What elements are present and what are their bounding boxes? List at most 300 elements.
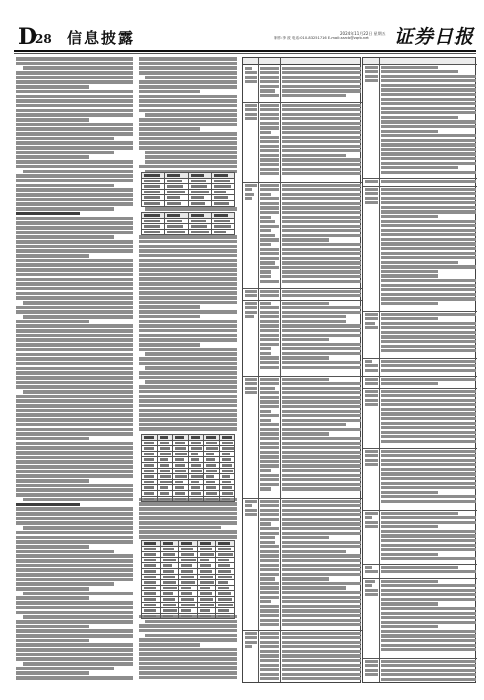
text-line [139, 165, 237, 169]
text-line [139, 310, 237, 314]
table-cell [260, 302, 279, 376]
text-line [23, 615, 133, 619]
text-line [16, 259, 133, 263]
text-line [23, 592, 133, 596]
text-line [139, 502, 237, 506]
text-line [139, 530, 237, 534]
row-divider [363, 448, 477, 449]
text-line [16, 179, 133, 183]
text-line [16, 413, 133, 417]
text-line [139, 399, 237, 403]
table-cell [260, 290, 279, 300]
text-line [16, 343, 133, 347]
text-line [16, 507, 133, 511]
table-cell [260, 184, 279, 288]
text-line [16, 174, 133, 178]
text-line [16, 141, 133, 145]
row-divider [243, 102, 362, 103]
text-line [16, 418, 133, 422]
text-line [23, 170, 133, 174]
text-line [16, 353, 133, 357]
text-line [16, 568, 133, 572]
text-line [139, 535, 237, 539]
table-cell [381, 566, 476, 578]
table-cell [365, 580, 378, 658]
text-line [23, 301, 133, 305]
text-line [16, 348, 133, 352]
text-line [145, 160, 237, 164]
text-line [16, 653, 133, 657]
section-title: 信息披露 [67, 29, 136, 47]
text-line [16, 611, 133, 615]
row-divider [243, 300, 362, 301]
text-line [139, 240, 237, 244]
text-line [139, 301, 237, 305]
text-line [16, 437, 89, 441]
text-line [16, 465, 133, 469]
date-line: 2024年11月22日 星期五 [340, 31, 386, 36]
text-line [139, 371, 237, 375]
table-cell [245, 378, 257, 498]
table-cell [245, 290, 257, 300]
text-line [139, 80, 237, 84]
text-line [139, 99, 237, 103]
row-divider [363, 311, 477, 312]
data-table [141, 540, 235, 619]
text-line [16, 503, 80, 507]
text-line [23, 315, 133, 319]
text-line [16, 62, 133, 66]
text-line [139, 357, 237, 361]
table-cell [381, 313, 476, 358]
text-line [139, 409, 237, 413]
table-cell [245, 302, 257, 376]
text-line [16, 254, 89, 258]
data-table [141, 212, 235, 235]
text-line [139, 526, 221, 530]
text-line [23, 526, 133, 530]
row-divider [243, 376, 362, 377]
text-line [16, 442, 133, 446]
text-line [139, 291, 237, 295]
text-line [139, 624, 237, 628]
text-line [16, 460, 133, 464]
text-line [16, 587, 89, 591]
text-line [139, 338, 237, 342]
text-line [16, 160, 133, 164]
text-line [139, 395, 237, 399]
text-line [139, 305, 200, 309]
table-cell [365, 66, 378, 178]
table-cell [381, 450, 476, 510]
text-line [16, 671, 89, 675]
text-line [16, 137, 114, 141]
text-line [16, 268, 133, 272]
text-line [16, 512, 133, 516]
text-line [139, 95, 237, 99]
column-divider [379, 58, 380, 682]
row-divider [243, 498, 362, 499]
text-line [16, 165, 133, 169]
row-divider [363, 358, 477, 359]
text-line [16, 287, 133, 291]
text-line [16, 193, 133, 197]
table-cell [282, 378, 361, 498]
data-table [141, 434, 235, 502]
table-cell [282, 104, 361, 182]
text-line [139, 427, 237, 431]
text-line [139, 146, 237, 150]
text-line [16, 155, 89, 159]
text-line [16, 493, 133, 497]
table-cell [365, 313, 378, 358]
text-line [16, 207, 114, 211]
text-line [16, 620, 133, 624]
text-line [139, 320, 237, 324]
text-line [16, 113, 133, 117]
text-line [16, 306, 133, 310]
text-line [16, 657, 133, 661]
table-cell [245, 67, 257, 102]
text-line [145, 155, 237, 159]
text-line [139, 385, 237, 389]
table-cell [260, 632, 279, 684]
text-line [16, 57, 133, 61]
editor-line: 制作:李 波 电话:010-83251716 E-mail:zzzcb@zqrb.net [274, 36, 369, 40]
text-line [139, 507, 237, 511]
column-divider [280, 58, 281, 682]
text-line [145, 113, 237, 117]
text-line [16, 629, 133, 633]
text-line [139, 329, 237, 333]
data-table [141, 172, 235, 207]
text-line [16, 235, 114, 239]
text-line [16, 601, 133, 605]
text-line [139, 652, 237, 656]
text-line [23, 390, 133, 394]
text-line [139, 643, 200, 647]
text-line [139, 104, 237, 108]
header-rule [14, 50, 476, 52]
row-divider [243, 630, 362, 631]
text-line [16, 634, 133, 638]
text-line [16, 263, 133, 267]
text-line [139, 137, 237, 141]
column-divider [258, 58, 259, 682]
table-cell [381, 180, 476, 186]
text-line [16, 104, 133, 108]
text-line [139, 343, 200, 347]
text-line [16, 184, 114, 188]
text-line [16, 146, 133, 150]
text-line [16, 381, 133, 385]
text-line [139, 85, 237, 89]
table-cell [282, 632, 361, 684]
text-line [16, 188, 133, 192]
text-line [139, 259, 237, 263]
text-line [139, 413, 237, 417]
text-line [139, 123, 237, 127]
table-cell [365, 660, 378, 684]
table-cell [282, 290, 361, 300]
text-line [16, 231, 133, 235]
table-cell [381, 512, 476, 564]
text-line [139, 141, 237, 145]
table-cell [365, 450, 378, 510]
text-line [139, 62, 237, 66]
table-cell [282, 500, 361, 630]
text-line [16, 639, 89, 643]
text-line [16, 249, 133, 253]
table-cell [381, 360, 476, 376]
text-line [145, 352, 237, 356]
text-line [16, 573, 133, 577]
text-line [16, 338, 133, 342]
text-line [16, 676, 133, 680]
text-line [139, 390, 237, 394]
row-divider [243, 288, 362, 289]
table-cell [245, 632, 257, 684]
text-line [16, 76, 133, 80]
text-line [139, 273, 237, 277]
row-divider [363, 376, 477, 377]
text-line [139, 657, 237, 661]
text-line [139, 127, 200, 131]
table-cell [365, 180, 378, 186]
text-line [16, 582, 114, 586]
text-line [16, 432, 133, 436]
text-line [16, 479, 89, 483]
text-line [139, 629, 237, 633]
text-line [16, 310, 133, 314]
text-line [16, 99, 133, 103]
table-cell [381, 66, 476, 178]
text-line [16, 202, 133, 206]
table-cell [260, 378, 279, 498]
text-line [145, 76, 237, 80]
table-cell [365, 512, 378, 564]
text-line [16, 667, 114, 671]
text-line [139, 671, 237, 675]
row-divider [363, 64, 477, 65]
text-line [139, 423, 237, 427]
row-divider [363, 564, 477, 565]
text-line [145, 380, 237, 384]
table-cell [282, 67, 361, 102]
text-line [16, 395, 133, 399]
text-line [23, 662, 133, 666]
table-cell [365, 360, 378, 376]
row-divider [363, 510, 477, 511]
text-line [139, 418, 237, 422]
table-cell [245, 104, 257, 182]
row-divider [363, 388, 477, 389]
text-line [16, 221, 133, 225]
text-line [139, 512, 237, 516]
text-line [139, 662, 237, 666]
text-line [139, 118, 237, 122]
disclosure-table-left [242, 57, 361, 683]
text-line [16, 488, 133, 492]
table-cell [381, 660, 476, 684]
text-line [139, 638, 237, 642]
text-line [16, 226, 133, 230]
text-column-1 [16, 57, 133, 685]
row-divider [243, 182, 362, 183]
text-line [139, 516, 237, 520]
text-line [16, 118, 89, 122]
text-line [16, 550, 114, 554]
text-line [16, 292, 133, 296]
text-line [139, 249, 237, 253]
text-line [16, 324, 133, 328]
text-line [16, 540, 133, 544]
table-cell [260, 67, 279, 102]
text-line [16, 559, 133, 563]
text-line [139, 90, 200, 94]
table-cell [381, 390, 476, 448]
text-line [16, 531, 133, 535]
table-cell [365, 390, 378, 448]
text-line [139, 235, 237, 239]
row-divider [363, 658, 477, 659]
text-line [16, 545, 89, 549]
text-line [16, 423, 133, 427]
text-line [145, 634, 237, 638]
table-cell [245, 500, 257, 630]
text-line [16, 554, 133, 558]
text-line [16, 404, 133, 408]
text-line [139, 263, 237, 267]
text-line [139, 287, 237, 291]
row-divider [363, 578, 477, 579]
page-letter: D [18, 24, 38, 50]
text-line [139, 315, 200, 319]
text-line [16, 282, 133, 286]
table-cell [260, 500, 279, 630]
text-line [139, 268, 237, 272]
text-line [16, 320, 89, 324]
text-line [139, 132, 237, 136]
text-line [16, 536, 133, 540]
text-line [16, 578, 133, 582]
text-line [16, 245, 133, 249]
text-line [16, 127, 133, 131]
text-line [16, 521, 133, 525]
table-cell [282, 184, 361, 288]
text-line [16, 357, 133, 361]
table-cell [365, 378, 378, 388]
table-cell [260, 104, 279, 182]
text-line [16, 132, 133, 136]
text-line [145, 366, 237, 370]
text-line [16, 451, 133, 455]
text-line [16, 90, 133, 94]
text-line [16, 212, 80, 216]
text-line [16, 470, 133, 474]
text-line [139, 282, 237, 286]
text-line [16, 456, 133, 460]
text-line [16, 606, 133, 610]
text-line [16, 428, 133, 432]
text-line [139, 376, 237, 380]
table-cell [245, 184, 257, 288]
text-line [16, 151, 114, 155]
text-line [16, 240, 133, 244]
text-line [16, 625, 89, 629]
text-line [139, 676, 237, 680]
table-cell [381, 378, 476, 388]
masthead-logo: 证券日报 [394, 26, 475, 48]
text-line [139, 57, 237, 61]
row-divider [363, 178, 477, 179]
text-line [16, 80, 133, 84]
text-line [16, 517, 133, 521]
table-cell [381, 580, 476, 658]
text-line [16, 367, 133, 371]
text-line [16, 564, 133, 568]
text-line [16, 409, 133, 413]
disclosure-table-right [362, 57, 476, 683]
text-line [16, 198, 133, 202]
text-line [16, 296, 133, 300]
text-line [16, 278, 133, 282]
text-line [16, 474, 133, 478]
text-line [139, 277, 237, 281]
table-header-row [243, 58, 360, 65]
text-line [16, 85, 89, 89]
table-cell [381, 188, 476, 311]
text-line [23, 66, 133, 70]
text-line [23, 498, 133, 502]
table-cell [282, 302, 361, 376]
text-line [139, 109, 237, 113]
text-line [16, 376, 133, 380]
text-line [139, 521, 237, 525]
text-line [139, 348, 237, 352]
text-line [16, 273, 133, 277]
text-line [139, 296, 237, 300]
header-rule-thin [14, 53, 476, 54]
text-line [139, 254, 237, 258]
text-line [16, 334, 133, 338]
table-cell [365, 566, 378, 578]
text-line [16, 217, 133, 221]
text-line [16, 362, 133, 366]
text-line [16, 648, 133, 652]
text-line [16, 109, 133, 113]
text-line [139, 324, 237, 328]
text-line [139, 362, 237, 366]
text-line [16, 385, 133, 389]
page-header [14, 22, 476, 52]
text-line [16, 329, 133, 333]
table-cell [365, 188, 378, 311]
text-line [16, 123, 133, 127]
text-line [16, 71, 133, 75]
text-line [16, 643, 133, 647]
row-divider [363, 186, 477, 187]
text-line [139, 404, 237, 408]
text-line [16, 446, 133, 450]
text-line [145, 620, 237, 624]
text-line [16, 484, 133, 488]
text-line [16, 399, 133, 403]
text-line [145, 207, 237, 211]
text-line [139, 334, 237, 338]
text-line [139, 66, 237, 70]
text-line [139, 245, 237, 249]
